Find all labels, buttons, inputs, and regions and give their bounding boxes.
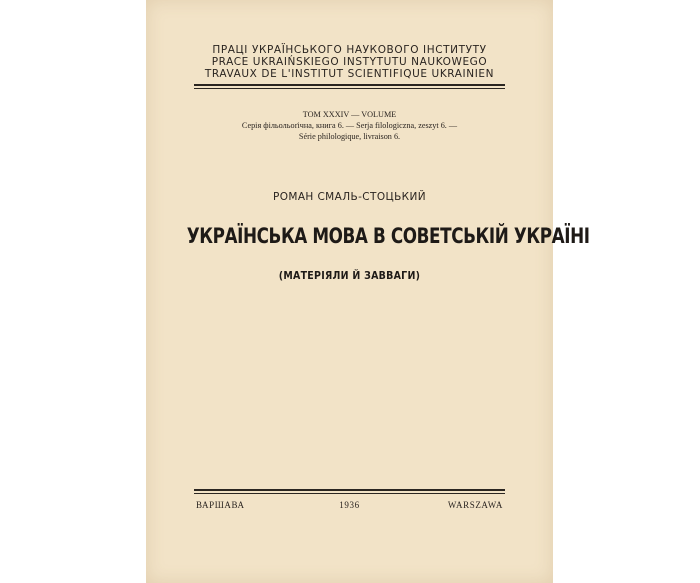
place-polish: WARSZAWA xyxy=(447,500,503,510)
title-page xyxy=(146,0,590,583)
publication-year: 1936 xyxy=(339,500,360,510)
series-info: Серія фільольоґічна, книга 6. — Serja filologiczna, zeszyt 6. — xyxy=(241,121,458,130)
footer-rule-bottom xyxy=(194,493,505,494)
place-ukrainian: ВАРШАВА xyxy=(196,500,245,510)
footer-rule-top xyxy=(194,489,505,491)
header-rule-bottom xyxy=(194,88,505,89)
header-line-french: TRAVAUX DE L'INSTITUT SCIENTIFIQUE UKRAINIEN xyxy=(204,68,495,80)
book-title: УКРАЇНСЬКА МОВА В СОВЕТСЬКІЙ УКРАЇНІ xyxy=(186,224,590,248)
book-subtitle: (МАТЕРІЯЛИ Й ЗАВВАГИ) xyxy=(278,269,421,282)
volume-info xyxy=(146,109,553,142)
header-line-polish: PRACE UKRAIŃSKIEGO INSTYTUTU NAUKOWEGO xyxy=(211,56,488,68)
author-name: РОМАН СМАЛЬ-СТОЦЬКИЙ xyxy=(272,191,427,203)
volume-number: ТОМ XXXIV — VOLUME xyxy=(302,110,397,119)
institute-header xyxy=(146,44,553,80)
header-line-ukrainian: ПРАЦІ УКРАЇНСЬКОГО НАУКОВОГО ІНСТИТУТУ xyxy=(212,44,487,56)
series-info-french: Série philologique, livraison 6. xyxy=(298,132,401,141)
header-rule-top xyxy=(194,84,505,86)
